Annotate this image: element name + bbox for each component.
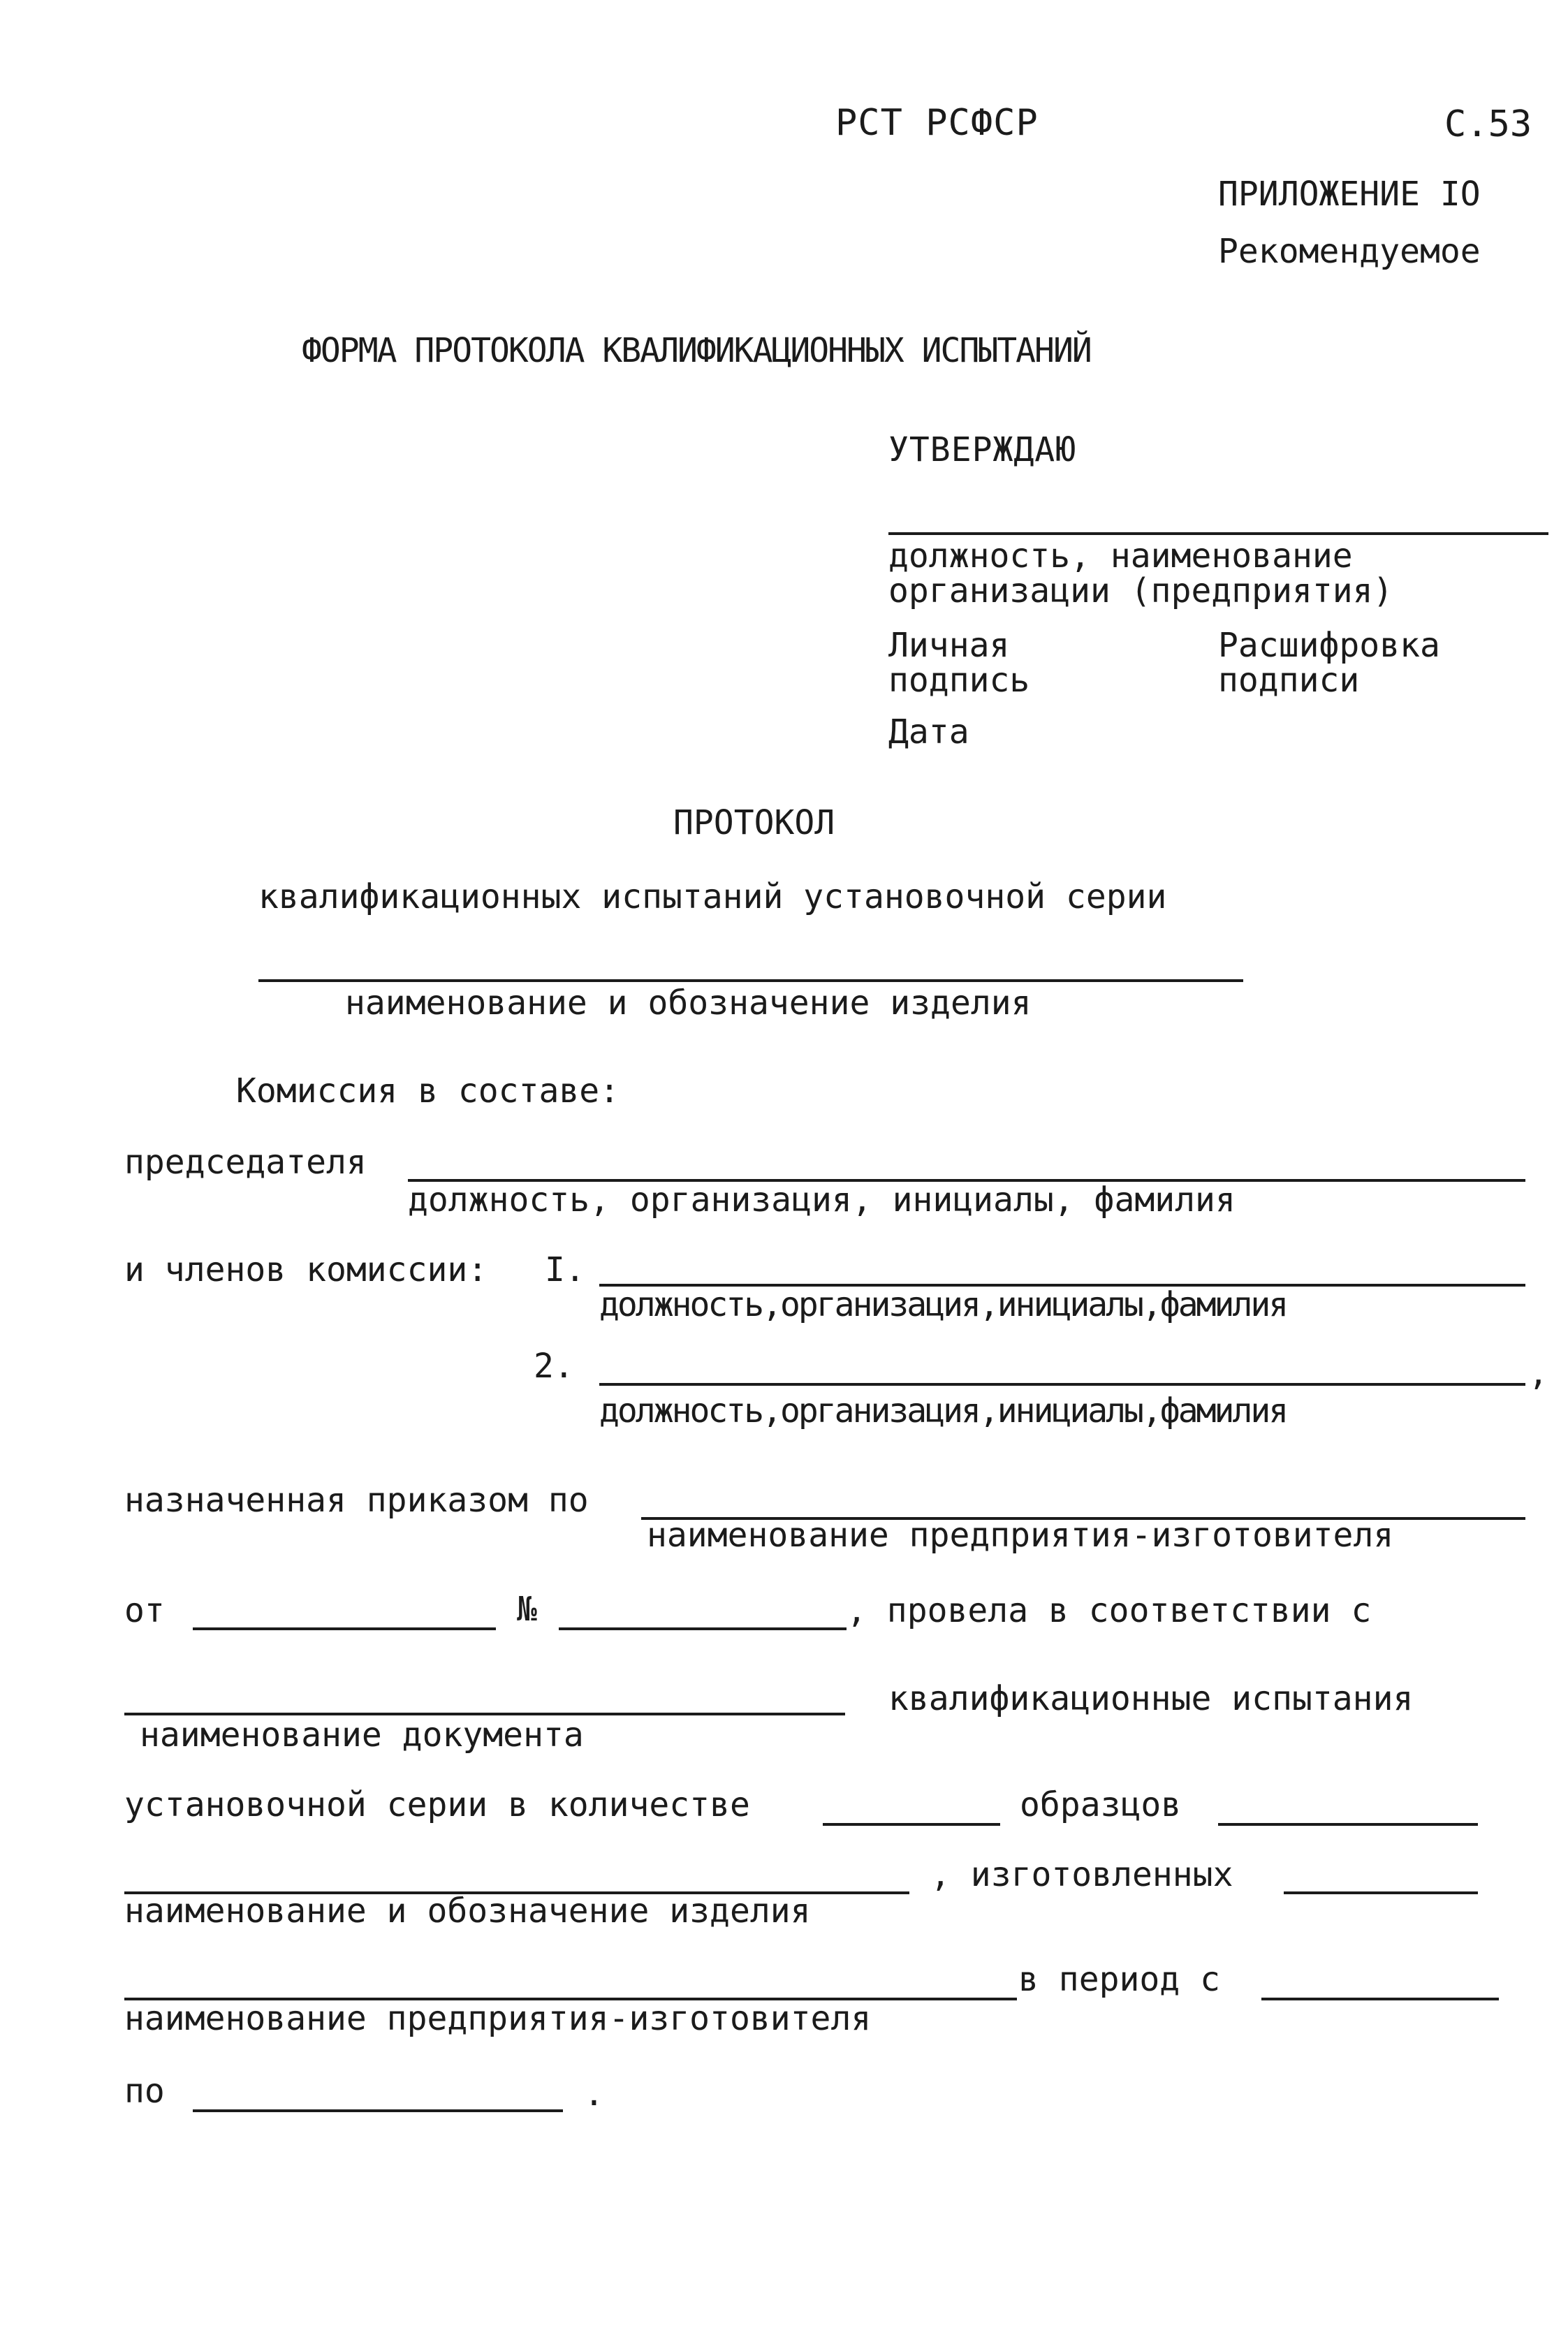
signature-caption-2: подпись — [888, 661, 1030, 700]
to-label: по — [124, 2072, 165, 2111]
approval-line — [888, 532, 1548, 535]
members-label: и членов комиссии: — [124, 1250, 488, 1289]
manufactured-text: , изготовленных — [930, 1855, 1233, 1894]
protocol-subtitle: квалификационных испытаний установочной серии — [258, 877, 1167, 916]
period-to-line — [193, 2109, 563, 2112]
conducted-text: , провела в соответствии с — [847, 1591, 1372, 1630]
member1-number: I. — [545, 1250, 585, 1289]
assigned-caption: наименование предприятия-изготовителя — [647, 1516, 1394, 1555]
page-number: С.53 — [1444, 103, 1532, 145]
member2-line — [599, 1383, 1525, 1386]
standard-code: РСТ РСФСР — [835, 102, 1039, 144]
member2-number: 2. — [534, 1347, 574, 1386]
approval-date-label: Дата — [888, 712, 969, 752]
qty-line — [823, 1823, 1000, 1826]
maker-caption: наименование предприятия-изготовителя — [124, 1999, 872, 2038]
member2-caption: должность,организация,инициалы,фамилия — [599, 1391, 1287, 1430]
member1-caption: должность,организация,инициалы,фамилия — [599, 1285, 1287, 1324]
period-from-text: в период с — [1018, 1960, 1220, 1999]
product-caption: наименование и обозначение изделия — [345, 983, 1032, 1023]
chairman-label: председателя — [124, 1143, 367, 1182]
approval-heading: УТВЕРЖДАЮ — [888, 430, 1077, 469]
chairman-caption: должность, организация, инициалы, фамилия — [408, 1180, 1236, 1220]
qual-tests-text: квалификационные испытания — [888, 1679, 1414, 1718]
commission-intro: Комиссия в составе: — [236, 1071, 620, 1111]
period-end-dot: . — [584, 2074, 604, 2114]
form-title: ФОРМА ПРОТОКОЛА КВАЛИФИКАЦИОННЫХ ИСПЫТАНИЙ — [302, 331, 1091, 370]
approval-position-caption-1: должность, наименование — [888, 536, 1353, 576]
product-line — [258, 979, 1243, 982]
product-name-caption: наименование и обозначение изделия — [124, 1891, 811, 1931]
signature-caption-1: Личная — [888, 626, 1010, 665]
from-label: от — [124, 1591, 165, 1630]
samples-line — [1218, 1823, 1478, 1826]
appendix-status: Рекомендуемое — [1218, 232, 1481, 271]
order-date-line — [193, 1627, 496, 1630]
period-from-line — [1261, 1998, 1499, 2000]
appendix-label: ПРИЛОЖЕНИЕ IO — [1218, 175, 1481, 214]
assigned-label: назначенная приказом по — [124, 1481, 589, 1520]
decoding-caption-2: подписи — [1218, 661, 1360, 700]
protocol-title: ПРОТОКОЛ — [673, 803, 835, 842]
series-qty-text: установочной серии в количестве — [124, 1785, 750, 1824]
order-number-line — [559, 1627, 847, 1630]
number-sign: № — [517, 1590, 537, 1629]
decoding-caption-1: Расшифровка — [1218, 626, 1440, 665]
member2-comma: , — [1528, 1354, 1548, 1393]
samples-text: образцов — [1020, 1785, 1182, 1824]
manufactured-line — [1284, 1891, 1478, 1894]
approval-position-caption-2: организации (предприятия) — [888, 571, 1393, 610]
document-caption: наименование документа — [140, 1715, 584, 1755]
